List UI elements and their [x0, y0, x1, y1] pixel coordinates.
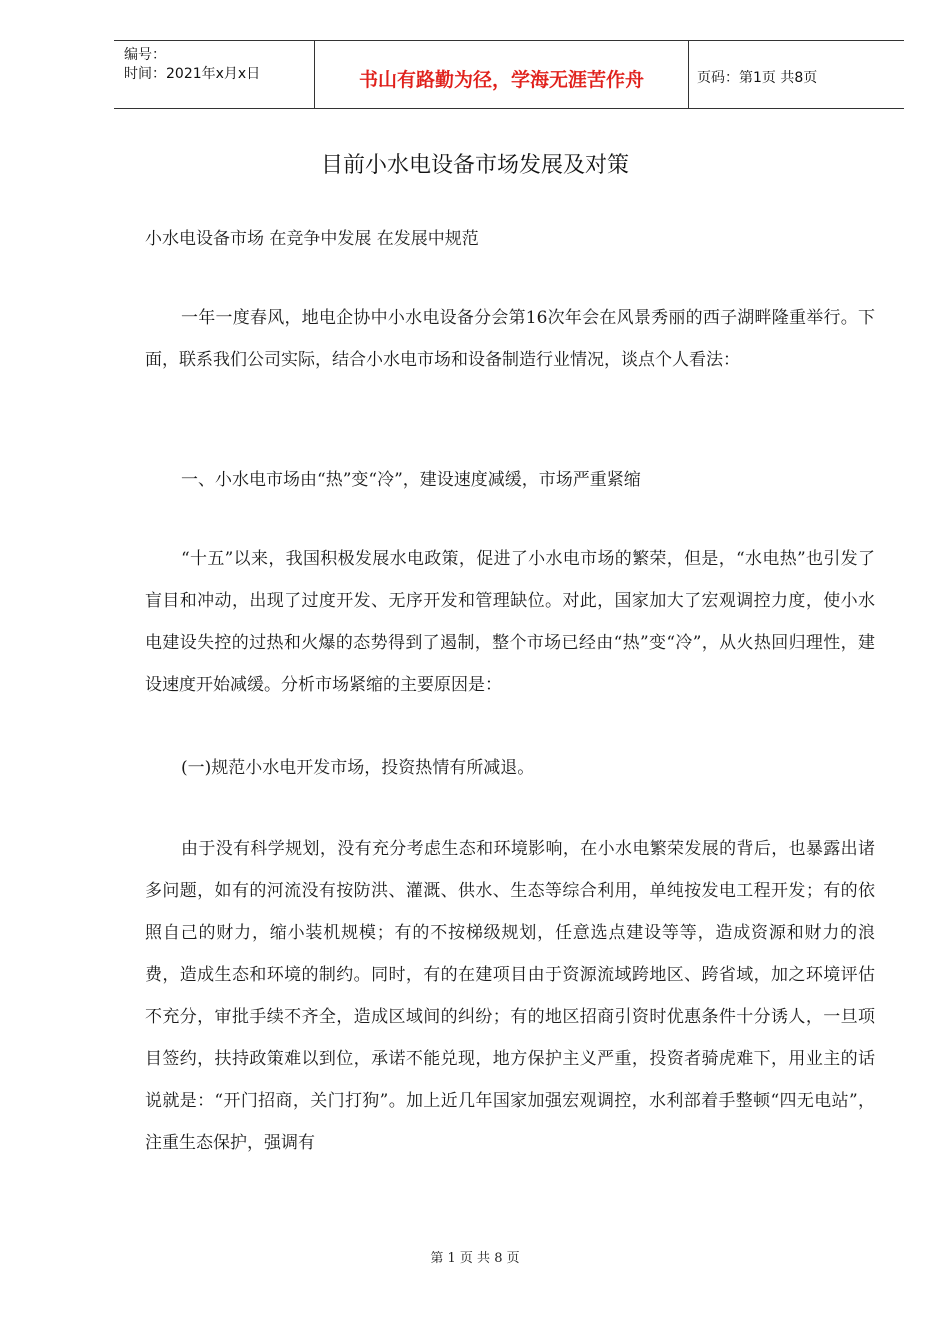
paragraph-causes: 由于没有科学规划，没有充分考虑生态和环境影响，在小水电繁荣发展的背后，也暴露出诸多问题，如有的河流没有按防洪、灌溉、供水、生态等综合利用，单纯按发电工程开发；有的依照自己的财力，缩小装机规模；有的不按梯级规划，任意选点建设等等，造成资源和财力的浪费，造成生态和环境的制约。同时，有的在建项目由于资源流域跨地区、跨省域，加之环境评估不充分，审批手续不齐全，造成区域间的纠纷；有的地区招商引资时优惠条件十分诱人，一旦项目签约，扶持政策难以到位，承诺不能兑现，地方保护主义严重，投资者骑虎难下，用业主的话说就是：“开门招商，关门打狗”。加上近几年国家加强宏观调控，水利部着手整顿“四无电站”，注重生态保护，强调有	[145, 839, 875, 1153]
header-page-cell	[689, 41, 904, 108]
page-footer: 第 1 页 共 8 页	[430, 1251, 520, 1266]
document-subtitle: 小水电设备市场 在竞争中发展 在发展中规范	[145, 229, 479, 249]
paragraph-intro: 一年一度春风，地电企协中小水电设备分会第16次年会在风景秀丽的西子湖畔隆重举行。下面，联系我们公司实际，结合小水电市场和设备制造行业情况，谈点个人看法：	[145, 308, 875, 370]
header-meta-cell	[114, 41, 315, 108]
motto-text: 书山有路勤为径，学海无涯苦作舟	[358, 69, 644, 91]
header-motto-cell	[315, 41, 689, 108]
subsection-heading-1: (一)规范小水电开发市场，投资热情有所减退。	[181, 758, 535, 778]
document-title: 目前小水电设备市场发展及对策	[320, 153, 629, 178]
paragraph-background: “十五”以来，我国积极发展水电政策，促进了小水电市场的繁荣，但是，“水电热”也引发了盲目和冲动，出现了过度开发、无序开发和管理缺位。对此，国家加大了宏观调控力度，使小水电建设失控的过热和火爆的态势得到了遏制，整个市场已经由“热”变“冷”，从火热回归理性，建设速度开始减缓。分析市场紧缩的主要原因是：	[145, 549, 875, 695]
section-heading-1: 一、小水电市场由“热”变“冷”，建设速度减缓，市场严重紧缩	[181, 470, 641, 490]
page-info: 页码：第1页 共8页	[697, 70, 818, 86]
date-label: 时间：2021年x月x日	[124, 66, 261, 82]
serial-number-label: 编号：	[124, 47, 166, 63]
header-table	[114, 40, 904, 109]
